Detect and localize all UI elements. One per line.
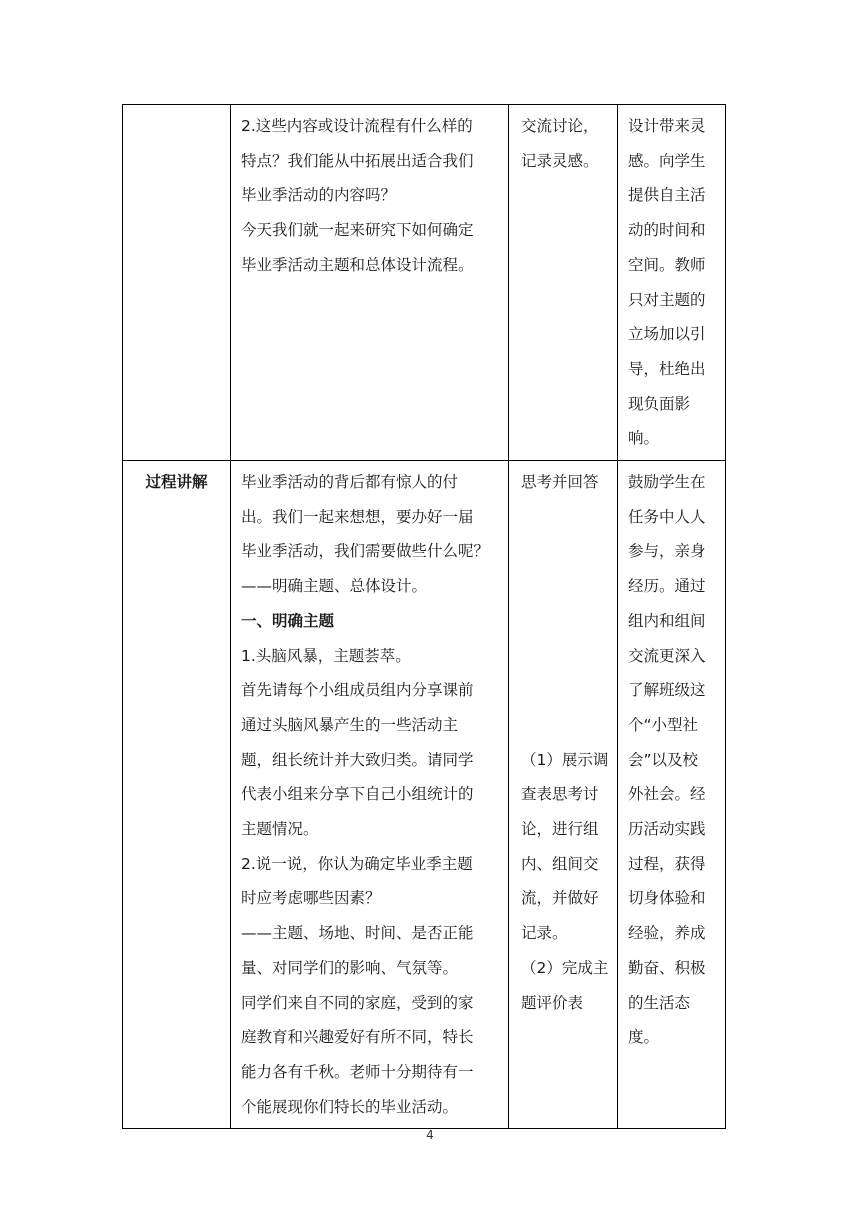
design-intent-cell bbox=[618, 105, 726, 461]
intent-line: 个“小型社 bbox=[628, 715, 699, 734]
content-line: ——明确主题、总体设计。 bbox=[241, 577, 428, 596]
student-line bbox=[521, 500, 611, 535]
content-line: 特点？我们能从中拓展出适合我们 bbox=[241, 151, 474, 170]
content-line: 毕业季活动主题和总体设计流程。 bbox=[241, 255, 474, 274]
student-line: 记录灵感。 bbox=[521, 151, 599, 170]
student-activity-cell bbox=[509, 105, 618, 461]
table-row bbox=[123, 105, 726, 461]
content-line: ——主题、场地、时间、是否正能 bbox=[241, 924, 474, 943]
content-line: 毕业季活动的背后都有惊人的付 bbox=[241, 473, 459, 492]
intent-line: 空间。教师 bbox=[628, 255, 706, 274]
stage-label bbox=[123, 105, 230, 113]
intent-line: 经验，养成 bbox=[628, 924, 706, 943]
student-line: 题评价表 bbox=[521, 993, 584, 1012]
student-line: 查表思考讨 bbox=[521, 785, 599, 804]
intent-line: 现负面影 bbox=[628, 394, 691, 413]
intent-line: 的生活态 bbox=[628, 993, 691, 1012]
section-heading: 一、明确主题 bbox=[241, 611, 335, 630]
table-row bbox=[123, 461, 726, 1129]
content-line: 主题情况。 bbox=[241, 820, 319, 839]
intent-line: 经历。通过 bbox=[628, 577, 706, 596]
student-line bbox=[521, 708, 611, 743]
intent-line: 导，杜绝出 bbox=[628, 359, 706, 378]
content-line: 首先请每个小组成员组内分享课前 bbox=[241, 681, 474, 700]
intent-line: 设计带来灵 bbox=[628, 117, 706, 135]
student-line: 流，并做好 bbox=[521, 889, 599, 908]
content-line: 2.这些内容或设计流程有什么样的 bbox=[241, 117, 473, 135]
content-line: 能力各有千秋。老师十分期待有一 bbox=[241, 1062, 474, 1081]
intent-line: 组内和组间 bbox=[628, 611, 706, 630]
student-activity-cell bbox=[509, 461, 618, 1129]
content-line: 通过头脑风暴产生的一些活动主 bbox=[241, 715, 459, 734]
intent-line: 动的时间和 bbox=[628, 221, 706, 240]
content-line: 时应考虑哪些因素？ bbox=[241, 889, 381, 908]
student-line: （1）展示调 bbox=[521, 750, 609, 769]
student-line: 记录。 bbox=[521, 924, 568, 943]
content-line: 2.说一说，你认为确定毕业季主题 bbox=[241, 854, 473, 873]
intent-line: 外社会。经 bbox=[628, 785, 706, 804]
student-line bbox=[521, 534, 611, 569]
content-line: 个能展现你们特长的毕业活动。 bbox=[241, 1097, 459, 1116]
intent-line: 会”以及校 bbox=[628, 750, 699, 769]
student-line: 思考并回答 bbox=[521, 473, 599, 492]
student-line bbox=[521, 604, 611, 639]
content-line: 量、对同学们的影响、气氛等。 bbox=[241, 958, 459, 977]
intent-line: 过程，获得 bbox=[628, 854, 706, 873]
intent-line: 参与，亲身 bbox=[628, 542, 706, 561]
content-line: 今天我们就一起来研究下如何确定 bbox=[241, 221, 474, 240]
intent-line: 历活动实践 bbox=[628, 820, 706, 839]
content-line: 毕业季活动，我们需要做些什么呢？ bbox=[241, 542, 490, 561]
stage-label: 过程讲解 bbox=[145, 473, 208, 492]
page-number: 4 bbox=[426, 1128, 434, 1142]
lesson-plan-table bbox=[122, 104, 726, 1129]
student-line bbox=[521, 639, 611, 674]
stage-cell bbox=[123, 461, 231, 1129]
student-line bbox=[521, 673, 611, 708]
content-line: 毕业季活动的内容吗？ bbox=[241, 186, 397, 205]
content-line: 1.头脑风暴，主题荟萃。 bbox=[241, 646, 411, 665]
intent-line: 交流更深入 bbox=[628, 646, 706, 665]
design-intent-cell bbox=[618, 461, 726, 1129]
stage-cell bbox=[123, 105, 231, 461]
student-line: （2）完成主 bbox=[521, 958, 609, 977]
student-line bbox=[521, 569, 611, 604]
intent-line: 切身体验和 bbox=[628, 889, 706, 908]
intent-line: 感。向学生 bbox=[628, 151, 706, 170]
content-line: 题，组长统计并大致归类。请同学 bbox=[241, 750, 474, 769]
intent-line: 提供自主活 bbox=[628, 186, 706, 205]
content-line: 同学们来自不同的家庭，受到的家 bbox=[241, 993, 474, 1012]
content-line: 代表小组来分享下自己小组统计的 bbox=[241, 785, 474, 804]
intent-line: 鼓励学生在 bbox=[628, 473, 706, 492]
intent-line: 了解班级这 bbox=[628, 681, 706, 700]
student-line: 论，进行组 bbox=[521, 820, 599, 839]
intent-line: 响。 bbox=[628, 429, 660, 448]
content-line: 出。我们一起来想想，要办好一届 bbox=[241, 507, 474, 526]
intent-line: 任务中人人 bbox=[628, 507, 706, 526]
intent-line: 勤奋、积极 bbox=[628, 958, 706, 977]
student-line: 交流讨论， bbox=[521, 117, 599, 135]
teacher-activity-cell bbox=[231, 105, 509, 461]
content-line: 庭教育和兴趣爱好有所不同，特长 bbox=[241, 1028, 474, 1047]
intent-line: 立场加以引 bbox=[628, 325, 706, 344]
student-line: 内、组间交 bbox=[521, 854, 599, 873]
intent-line: 度。 bbox=[628, 1028, 660, 1047]
intent-line: 只对主题的 bbox=[628, 290, 706, 309]
teacher-activity-cell bbox=[231, 461, 509, 1129]
